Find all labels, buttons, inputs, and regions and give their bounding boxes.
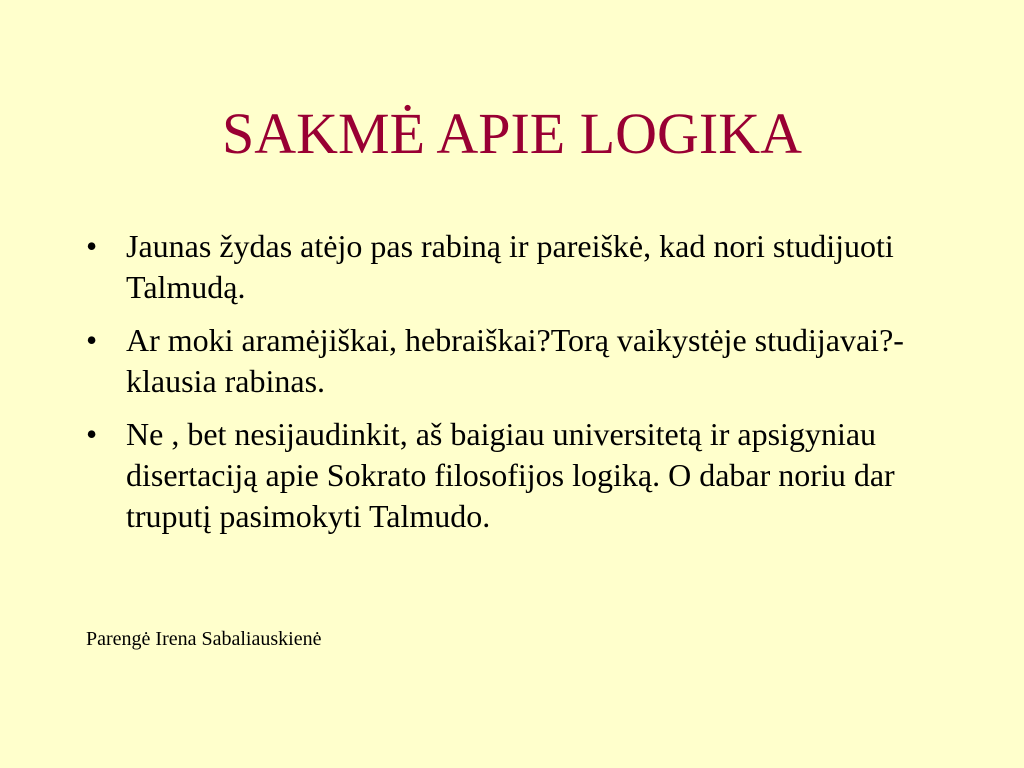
bullet-item: [86, 320, 946, 402]
bullet-text: Ne , bet nesijaudinkit, aš baigiau universitetą ir apsigyniau disertaciją apie Sokrato filosofijos logiką. O dabar noriu dar truputį pasimokyti Talmudo.: [126, 416, 895, 534]
bullet-icon: •: [86, 322, 98, 358]
slide-title: SAKMĖ APIE LOGIKA: [222, 101, 802, 166]
author-credit: Parengė Irena Sabaliauskienė: [86, 628, 322, 650]
bullet-text: Ar moki aramėjiškai, hebraiškai?Torą vaikystėje studijavai?-klausia rabinas.: [126, 322, 904, 399]
bullet-list: [86, 226, 946, 549]
bullet-text: Jaunas žydas atėjo pas rabiną ir pareiškė, kad nori studijuoti Talmudą.: [126, 228, 894, 305]
bullet-icon: •: [86, 228, 98, 264]
bullet-icon: •: [86, 416, 98, 452]
bullet-item: [86, 414, 946, 537]
bullet-item: [86, 226, 946, 308]
